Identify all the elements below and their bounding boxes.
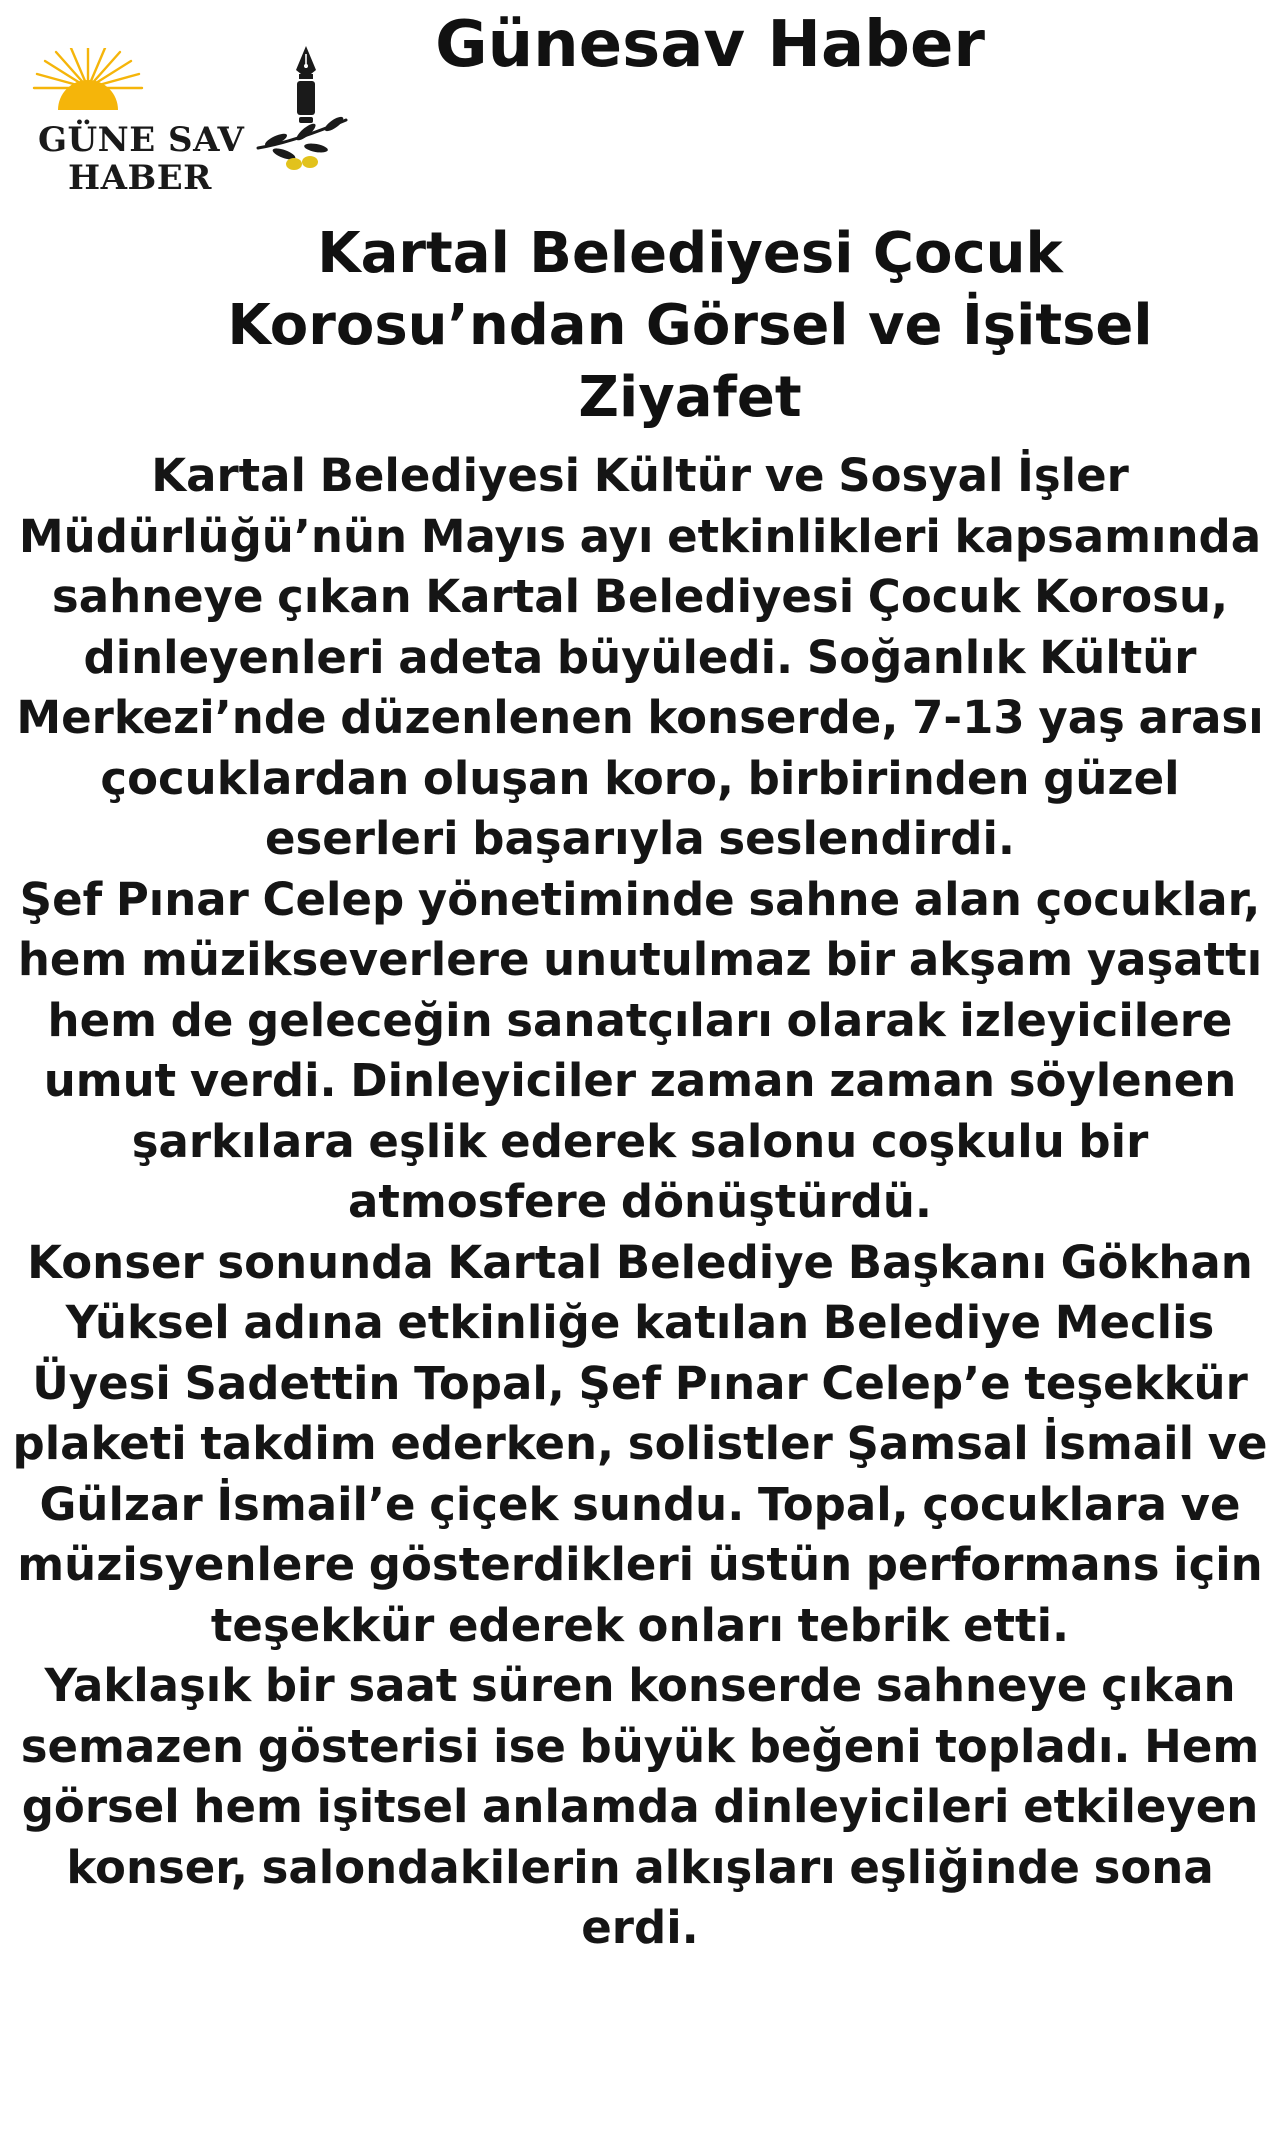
sun-icon — [28, 48, 148, 118]
article-paragraph: Şef Pınar Celep yönetiminde sahne alan çocuklar, hem müzikseverlere unutulmaz bir akşam yaşattı hem de geleceğin sanatçıları olarak izleyicilere umut verdi. Dinleyiciler zaman zaman söylenen şarkılara eşlik ederek salonu coşkulu bir atmosfere dönüştürdü. — [17, 872, 1263, 1228]
article-paragraph: Yaklaşık bir saat süren konserde sahneye çıkan semazen gösterisi ise büyük beğeni topladı. Hem görsel hem işitsel anlamda dinleyicileri etkileyen konser, salondakilerin alkışları eşliğinde sona erdi. — [20, 1659, 1260, 1954]
article-paragraph: Konser sonunda Kartal Belediye Başkanı Gökhan Yüksel adına etkinliğe katılan Belediye Meclis Üyesi Sadettin Topal, Şef Pınar Celep’e teşekkür plaketi takdim ederken, solistler Şamsal İsmail ve Gülzar İsmail’e çiçek sundu. Topal, çocuklara ve müzisyenlere gösterdikleri üstün performans için teşekkür ederek onları tebrik etti. — [12, 1235, 1268, 1652]
site-title[interactable]: Günesav Haber — [435, 8, 985, 82]
site-logo[interactable] — [28, 48, 358, 198]
logo-text-line2: HABER — [68, 158, 212, 198]
olive-branch-icon — [254, 114, 350, 174]
article-body — [12, 446, 1268, 1959]
article-headline: Kartal Belediyesi Çocuk Korosu’ndan Görsel ve İşitsel Ziyafet — [227, 221, 1153, 430]
logo-text-line1: GÜNE SAV — [38, 120, 245, 160]
fountain-pen-icon — [286, 44, 326, 124]
article-paragraph: Kartal Belediyesi Kültür ve Sosyal İşler Müdürlüğü’nün Mayıs ayı etkinlikleri kapsamında sahneye çıkan Kartal Belediyesi Çocuk Korosu, dinleyenleri adeta büyüledi. Soğanlık Kültür Merkezi’nde düzenlenen konserde, 7-13 yaş arası çocuklardan oluşan koro, birbirinden güzel eserleri başarıyla seslendirdi. — [16, 449, 1264, 865]
